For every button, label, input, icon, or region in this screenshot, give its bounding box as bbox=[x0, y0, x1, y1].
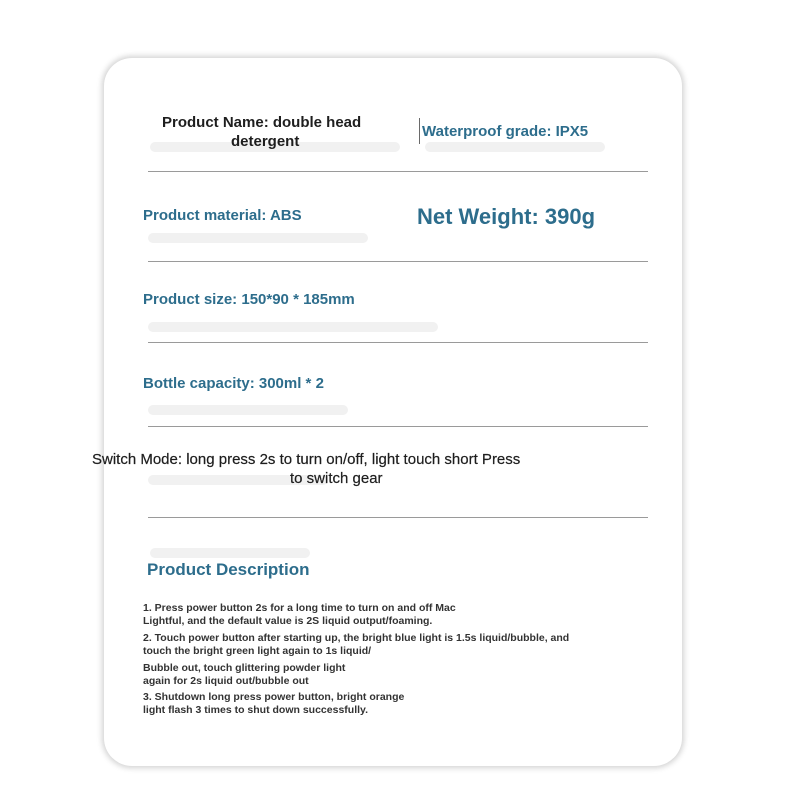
ghost-text bbox=[148, 405, 348, 415]
description-line: 1. Press power button 2s for a long time to turn on and off Mac bbox=[143, 602, 456, 614]
description-line: again for 2s liquid out/bubble out bbox=[143, 675, 309, 687]
description-line: light flash 3 times to shut down successfully. bbox=[143, 704, 369, 716]
net-weight: Net Weight: 390g bbox=[417, 204, 596, 229]
row-divider bbox=[148, 171, 648, 172]
row-divider bbox=[148, 261, 648, 262]
product-size: Product size: 150*90 * 185mm bbox=[143, 291, 355, 308]
bottle-capacity: Bottle capacity: 300ml * 2 bbox=[143, 375, 324, 392]
row-divider bbox=[148, 517, 648, 518]
product-material: Product material: ABS bbox=[143, 207, 302, 224]
description-line: 2. Touch power button after starting up, the bright blue light is 1.5s liquid/bubble, and bbox=[143, 632, 570, 644]
divider-mark bbox=[419, 118, 420, 144]
row-divider bbox=[148, 426, 648, 427]
ghost-text bbox=[148, 233, 368, 243]
row-divider bbox=[148, 342, 648, 343]
switch-mode-line-2: to switch gear bbox=[290, 470, 383, 487]
description-line: touch the bright green light again to 1s liquid/ bbox=[143, 645, 372, 657]
product-name-line-1: Product Name: double head bbox=[162, 114, 362, 131]
waterproof-grade: Waterproof grade: IPX5 bbox=[422, 123, 589, 140]
description-line: Bubble out, touch glittering powder light bbox=[143, 662, 346, 674]
switch-mode-line-1: Switch Mode: long press 2s to turn on/off, light touch short Press bbox=[92, 451, 521, 468]
ghost-text bbox=[148, 322, 438, 332]
ghost-text bbox=[425, 142, 605, 152]
description-line: 3. Shutdown long press power button, bright orange bbox=[143, 691, 405, 703]
product-name-line-2: detergent bbox=[231, 133, 300, 150]
description-line: Lightful, and the default value is 2S liquid output/foaming. bbox=[143, 615, 433, 627]
description-title: Product Description bbox=[147, 560, 310, 579]
ghost-text bbox=[150, 548, 310, 558]
